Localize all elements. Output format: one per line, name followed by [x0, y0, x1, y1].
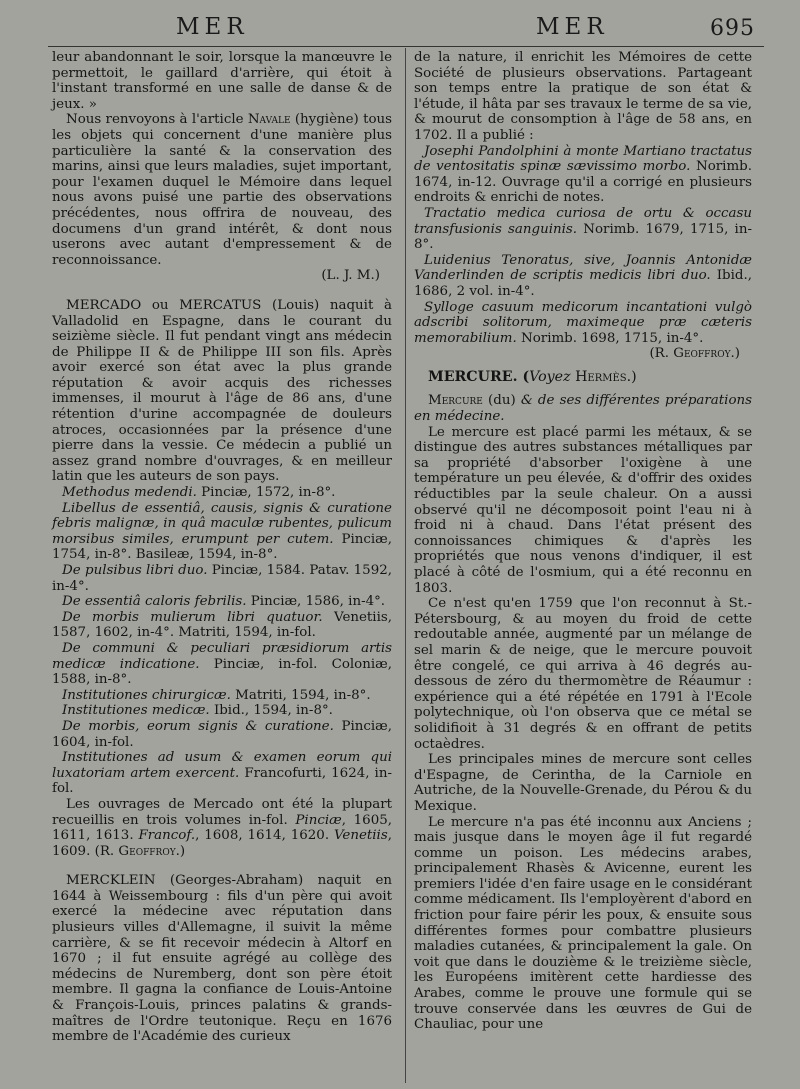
citation: Institutiones medicæ. Ibid., 1594, in-8°.	[62, 703, 333, 719]
signature: (L. J. M.)	[321, 268, 380, 284]
citation: De essentiâ caloris febrilis. Pinciæ, 1586, in-4°.	[62, 594, 386, 610]
article-reference: Navale	[247, 112, 291, 128]
signature: (R. Geoffroy.)	[649, 346, 740, 362]
biography-mercklein: MERCKLEIN (Georges-Abraham) naquit en 1644 à Weissembourg : fils d'un père qui avoit exercé la médecine avec réputation dans plusieurs villes d'Allemagne, il suivit la même carrière, & se fit recevoir médecin à Altorf en 1670 ; il fut ensuite agrégé au collège des médecins de Nuremberg, dont son père étoit membre. Il gagna la confiance de Louis-Antoine & François-Louis, princes palatins & grands-maîtres de l'Ordre teutonique. Reçu en 1676 membre de l'Académie des curieux	[52, 873, 392, 1045]
column-divider	[405, 48, 406, 1083]
citation: Methodus medendi. Pinciæ, 1572, in-8°.	[62, 485, 336, 501]
citation: De morbis mulierum libri quatuor. Venetiis, 1587, 1602, in-4°. Matriti, 1594, in-fol.	[52, 609, 392, 641]
citation: De morbis, eorum signis & curatione. Pinciæ, 1604, in-fol.	[52, 718, 392, 750]
page-number: 695	[710, 16, 755, 41]
paragraph: Le mercure est placé parmi les métaux, & se distingue des autres substances métalliques par sa propriété d'absorber l'oxigène à une température un peu élevée, & d'offrir des oxides réductibles par la seule chaleur. On a aussi observé qu'il ne décomposoit point l'eau ni à froid ni à chaud. Dans l'état présent des connoissances chimiques & d'après les propriétés que nous venons d'indiquer, il est placé à côté de l'osmium, qui a été reconnu en 1803.	[414, 424, 752, 596]
paragraph: Ce n'est qu'en 1759 que l'on reconnut à St.-Pétersbourg, & au moyen du froid de cette redoutable année, augmenté par un mélange de sel marin & de neige, que le mercure pouvoit être congelé, ce qui arriva à 46 degrés au-dessous de zéro du thermomètre de Réaumur : expérience qui a été répétée en 1791 à l'Ecole polytechnique, où l'on observa que ce métal se solidifioit à 31 degrés & en offrant de petits octaèdres.	[414, 596, 752, 752]
right-column	[414, 50, 752, 1033]
citation: Luidenius Tenoratus, sive, Joannis Antonidæ Vanderlinden de scriptis medicis libri duo. Ibid., 1686, 2 vol. in-4°.	[414, 252, 752, 299]
subheading: Mercure (du) & de ses différentes préparations en médecine.	[414, 393, 752, 425]
paragraph: Les ouvrages de Mercado ont été la plupart recueillis en trois volumes in-fol. Pinciæ, 1605, 1611, 1613. Francof., 1608, 1614, 1620. Venetiis, 1609. (R. Geoffroy.)	[52, 796, 392, 859]
entry-title-mercure: MERCURE. (Voyez Hermès.)	[428, 368, 637, 385]
header-rule	[48, 46, 764, 47]
running-head-left: MER	[176, 14, 249, 40]
citation: De pulsibus libri duo. Pinciæ, 1584. Patav. 1592, in-4°.	[52, 563, 392, 594]
paragraph: Nous renvoyons à l'article Navale (hygiène) tous les objets qui concernent d'une manière plus particulière la santé & la conservation des marins, ainsi que leurs maladies, sujet important, pour l'examen duquel le Mémoire dans lequel nous avons puisé une partie des observations précédentes, nous offrira de nouveau, des documens d'un grand intérêt, & dont nous userons avec autant d'empressement & de reconnoissance.	[52, 112, 393, 268]
citation: Tractatio medica curiosa de ortu & occasu transfusionis sanguinis. Norimb. 1679, 1715, in-8°.	[414, 205, 752, 253]
left-column	[52, 50, 392, 1045]
citation: De communi & peculiari præsidiorum artis medicæ indicatione. Pinciæ, in-fol. Coloniæ, 1588, in-8°.	[52, 640, 392, 688]
paragraph: de la nature, il enrichit les Mémoires de cette Société de plusieurs observations. Partageant son temps entre la pratique de son état & l'étude, il hâta par ses travaux le terme de sa vie, & mourut de consomption à l'âge de 58 ans, en 1702. Il a publié :	[414, 50, 752, 143]
paragraph: Les principales mines de mercure sont celles d'Espagne, de Cerintha, de la Carniole en Autriche, de la Nouvelle-Grenade, du Pérou & du Mexique.	[414, 752, 752, 814]
citation: Institutiones chirurgicæ. Matriti, 1594, in-8°.	[62, 687, 371, 703]
citation: Institutiones ad usum & examen eorum qui luxatoriam artem exercent. Francofurti, 1624, in-fol.	[52, 750, 392, 797]
biography-mercado: MERCADO ou MERCATUS (Louis) naquit à Valladolid en Espagne, dans le courant du seizième siècle. Il fut pendant vingt ans médecin de Philippe II & de Philippe III son fils. Après avoir exercé son état avec la plus grande réputation & avoir acquis des richesses immenses, il mourut à l'âge de 86 ans, d'une rétention d'urine accompagnée de douleurs atroces, occasionnées par la présence d'une pierre dans la vessie. Ce médecin a publié un assez grand nombre d'ouvrages, & en meilleur latin que les auteurs de son pays.	[52, 297, 392, 485]
paragraph: Le mercure n'a pas été inconnu aux Anciens ; mais jusque dans le moyen âge il fut regardé comme un poison. Les médecins arabes, principalement Rhasès & Avicenne, eurent les premiers l'idée d'en faire usage en le considérant comme médicament. Ils l'employèrent d'abord en friction pour faire périr les poux, & ensuite sous différentes formes pour combattre plusieurs maladies cutanées, & principalement la gale. On voit que dans le douzième & le treizième siècle, les Européens imitèrent cette hardiesse des Arabes, comme le prouve une formule qui se trouve conservée dans les œuvres de Gui de Chauliac, pour une	[414, 814, 752, 1033]
citation: Josephi Pandolphini à monte Martiano tractatus de ventositatis spinæ sævissimo morbo. Norimb. 1674, in-12. Ouvrage qu'il a corrigé en plusieurs endroits & enrichi de notes.	[414, 143, 752, 206]
citation: Libellus de essentiâ, causis, signis & curatione febris malignæ, in quâ maculæ rubentes, pulicum morsibus similes, erumpunt per cutem. Pinciæ, 1754, in-8°. Basileæ, 1594, in-8°.	[52, 500, 392, 563]
running-head-right: MER	[536, 14, 609, 40]
paragraph: leur abandonnant le soir, lorsque la manœuvre le permettoit, le gaillard d'arrière, qui étoit à l'instant transformé en une salle de danse & de jeux. »	[52, 50, 392, 112]
citation: Sylloge casuum medicorum incantationi vulgò adscribi solitorum, maximeque præ cæteris memorabilium. Norimb. 1698, 1715, in-4°.	[414, 299, 752, 346]
